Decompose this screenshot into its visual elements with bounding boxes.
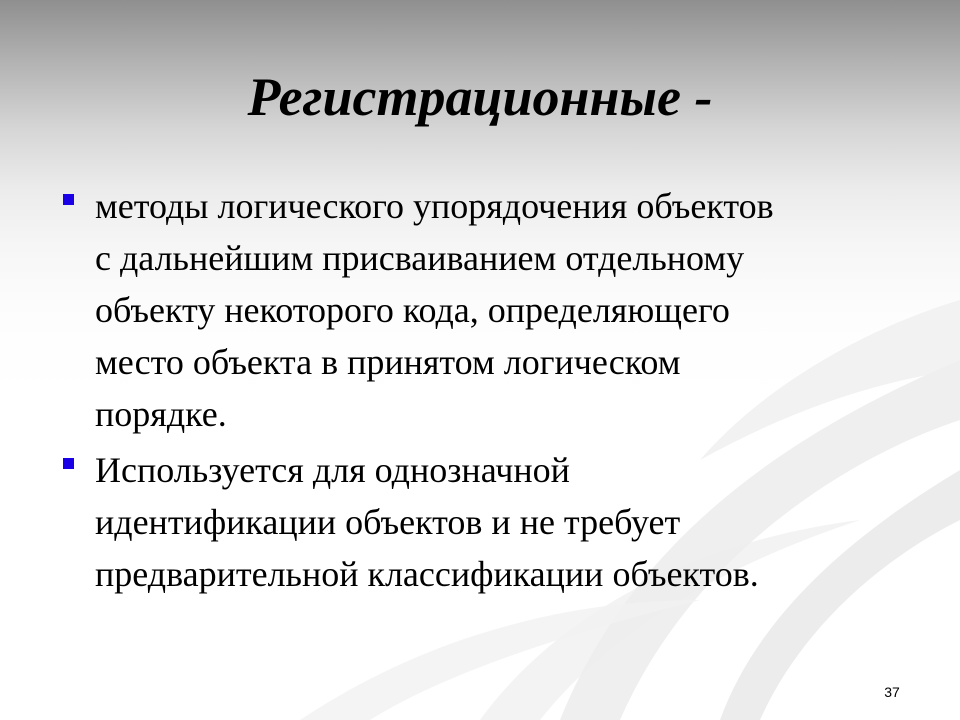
bullet-line: с дальнейшим присваиванием отдельному	[95, 238, 745, 278]
bullet-text	[95, 444, 920, 600]
bullet-line: порядке.	[95, 394, 227, 434]
bullet-line: Используется для однозначной	[95, 450, 570, 490]
bullet-line: место объекта в принятом логическом	[95, 342, 681, 382]
bullet-line: предварительной классификации объектов.	[95, 554, 759, 594]
bullet-line: методы логического упорядочения объектов	[95, 186, 774, 226]
slide-title: Регистрационные -	[247, 67, 713, 127]
bullet-line: идентификации объектов и не требует	[95, 502, 681, 542]
bullet-item	[60, 444, 920, 600]
bullet-text	[95, 180, 920, 440]
square-bullet-icon	[63, 194, 74, 205]
page-number: 37	[884, 684, 900, 700]
bullet-item	[60, 180, 920, 440]
square-bullet-icon	[63, 458, 74, 469]
bullet-line: объекту некоторого кода, определяющего	[95, 290, 730, 330]
